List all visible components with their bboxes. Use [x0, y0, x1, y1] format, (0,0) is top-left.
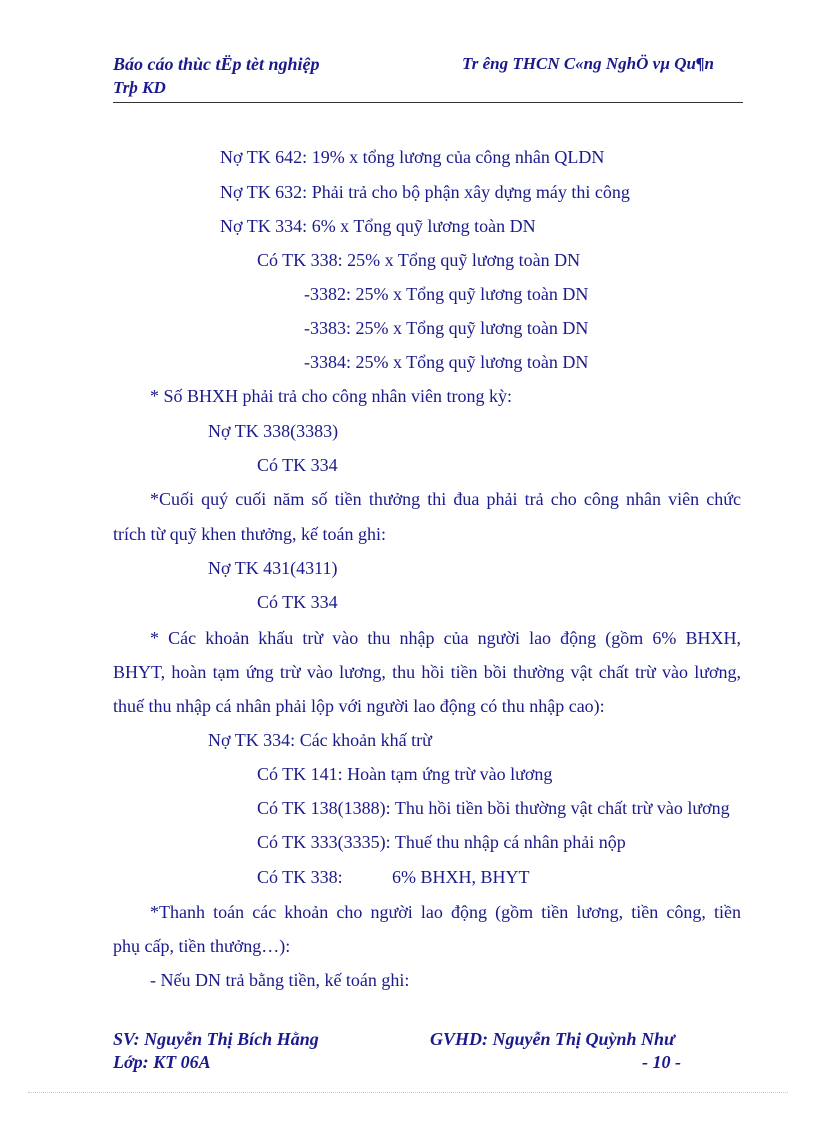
header-left-title: Báo cáo thùc tËp tèt nghiệp — [113, 54, 320, 74]
text-line: Có TK 333(3335): Thuế thu nhập cá nhân phải nộp — [257, 832, 626, 852]
header-divider — [113, 102, 743, 103]
text-line: Nợ TK 632: Phải trả cho bộ phận xây dựng máy thi công — [220, 182, 630, 202]
text-line: Nợ TK 431(4311) — [208, 558, 338, 578]
text-line: -3384: 25% x Tổng quỹ lương toàn DN — [304, 352, 589, 372]
text-line: *Thanh toán các khoản cho người lao động (gồm tiền lương, tiền công, tiền — [150, 902, 741, 922]
footer-class: Lớp: KT 06A — [113, 1052, 211, 1072]
text-line: -3382: 25% x Tổng quỹ lương toàn DN — [304, 284, 589, 304]
header-right-title: Tr êng THCN C«ng NghÖ vµ Qu¶n — [462, 54, 714, 73]
text-line: thuế thu nhập cá nhân phải lộp với người lao động có thu nhập cao): — [113, 696, 605, 716]
footer-student-name: SV: Nguyễn Thị Bích Hằng — [113, 1029, 319, 1049]
text-line: Nợ TK 642: 19% x tổng lương của công nhân QLDN — [220, 147, 605, 167]
text-line: -3383: 25% x Tổng quỹ lương toàn DN — [304, 318, 589, 338]
text-line: Có TK 334 — [257, 592, 338, 612]
text-line: Nợ TK 338(3383) — [208, 421, 339, 441]
text-line: Có TK 138(1388): Thu hồi tiền bồi thường vật chất trừ vào lương — [257, 798, 730, 818]
header-left-subtitle: Trþ KD — [113, 78, 166, 97]
text-line: Có TK 338: — [257, 867, 343, 887]
text-line: 6% BHXH, BHYT — [392, 867, 530, 887]
text-line: Có TK 334 — [257, 455, 338, 475]
text-line: Nợ TK 334: 6% x Tổng quỹ lương toàn DN — [220, 216, 536, 236]
text-line: *Cuối quý cuối năm số tiền thưởng thi đua phải trả cho công nhân viên chức — [150, 489, 741, 509]
text-line: * Các khoản khấu trừ vào thu nhập của người lao động (gồm 6% BHXH, — [150, 628, 741, 648]
text-line: * Số BHXH phải trả cho công nhân viên trong kỳ: — [150, 386, 512, 406]
text-line: Có TK 338: 25% x Tổng quỹ lương toàn DN — [257, 250, 581, 270]
page-bottom-edge — [28, 1092, 788, 1093]
text-line: Có TK 141: Hoàn tạm ứng trừ vào lương — [257, 764, 553, 784]
footer-advisor: GVHD: Nguyễn Thị Quỳnh Như — [430, 1029, 675, 1049]
text-line: BHYT, hoàn tạm ứng trừ vào lương, thu hồi tiền bồi thường vật chất trừ vào lương, — [113, 662, 741, 682]
text-line: Nợ TK 334: Các khoản khấ trừ — [208, 730, 432, 750]
text-line: trích từ quỹ khen thưởng, kế toán ghi: — [113, 524, 386, 544]
page-number: - 10 - — [642, 1052, 681, 1072]
text-line: - Nếu DN trả bằng tiền, kế toán ghi: — [150, 970, 410, 990]
text-line: phụ cấp, tiền thưởng…): — [113, 936, 291, 956]
